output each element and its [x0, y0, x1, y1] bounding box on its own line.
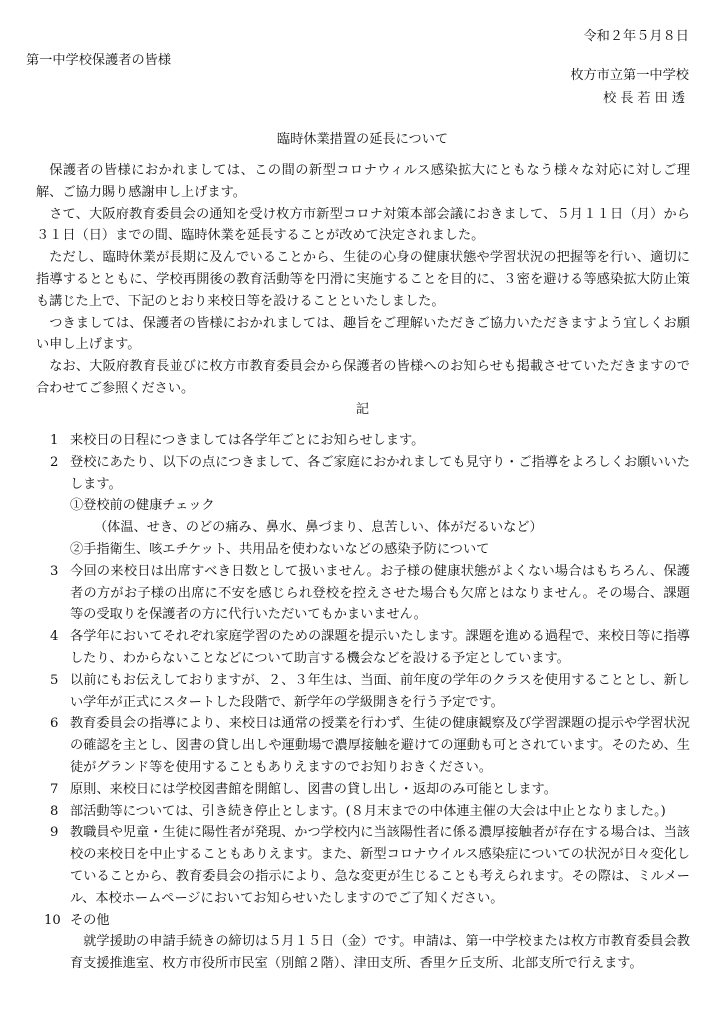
- item-number: 4: [50, 629, 59, 645]
- list-item: [36, 452, 690, 496]
- item-number: 6: [50, 716, 59, 732]
- list-item: [36, 670, 690, 714]
- item-text: 部活動等については、引き続き停止とします。(８月末までの中体連主催の大会は中止となりました。): [70, 803, 666, 819]
- addressee: 第一中学校保護者の皆様: [26, 53, 172, 68]
- item-text: 登校にあたり、以下の点につきまして、各ご家庭におかれましても見守り・ご指導をよろしくお願いいたします。: [70, 454, 690, 492]
- hygiene-item: ②手指衛生、咳エチケット、共用品を使わないなどの感染予防について: [70, 541, 490, 557]
- list-item: [36, 779, 690, 801]
- item-text: 原則、来校日には学校図書館を開館し、図書の貸し出し・返却のみ可能とします。: [70, 781, 557, 797]
- item-number: 1: [50, 433, 59, 448]
- paragraph: ただし、臨時休業が長期に及んでいることから、生徒の心身の健康状態や学習状況の把握等を行い、適切に指導するとともに、学校再開後の教育活動等を円滑に実施することを目的に、３密を避ける等感染拡大防止策も講じた上で、下記のとおり来校日等を設けることといたしました。: [36, 250, 690, 309]
- school-aid-notice: 就学援助の申請手続きの締切は５月１５日（金）です。申請は、第一中学校または枚方市教育委員会教育支援推進室、枚方市役所市民室（別館２階）、津田支所、香里ケ丘支所、北部支所で行えます。: [70, 934, 690, 972]
- list-item: [36, 910, 690, 932]
- sender-principal: 校長若田透: [603, 91, 689, 106]
- paragraph: 保護者の皆様におかれましては、この間の新型コロナウィルス感染拡大にともなう様々な対応に対しご理解、ご協力賜り感謝申し上げます。: [36, 163, 690, 200]
- list-item: [36, 801, 690, 823]
- list-item: [36, 822, 690, 909]
- ki-heading: 記: [355, 402, 370, 417]
- list-item: [36, 713, 690, 778]
- paragraph: なお、大阪府教育長並びに枚方市教育委員会から保護者の皆様へのお知らせも掲載させていただきますので合わせてご参照ください。: [36, 359, 690, 396]
- item-text: 以前にもお伝えしておりますが、２、３年生は、当面、前年度の学年のクラスを使用することとし、新しい学年が正式にスタートした段階で、新学年の学級開きを行う予定です。: [70, 672, 690, 710]
- item-number: 5: [50, 672, 59, 688]
- paragraph: つきましては、保護者の皆様におかれましては、趣旨をご理解いただきご協力いただきますよう宜しくお願い申し上げます。: [36, 315, 690, 353]
- item-number: 8: [50, 803, 59, 819]
- item-text: 各学年においてそれぞれ家庭学習のための課題を提示いたします。課題を進める過程で、来校日等に指導したり、わからないことなどについて助言する機会などを設ける予定としています。: [70, 629, 690, 666]
- health-check-item: ①登校前の健康チェック: [70, 498, 215, 514]
- paragraph: さて、大阪府教育委員会の通知を受け枚方市新型コロナ対策本部会議におきまして、５月１１日（月）から３１日（日）までの間、臨時休業を延長することが改めて決定されました。: [36, 206, 690, 244]
- item-list: [36, 430, 690, 975]
- item-number: 10: [44, 912, 61, 928]
- item-text: 来校日の日程につきましては各学年ごとにお知らせします。: [70, 433, 425, 448]
- item-number: 3: [50, 563, 59, 579]
- list-item: [36, 430, 690, 452]
- item-number: 2: [50, 454, 59, 470]
- document-title: 臨時休業措置の延長について: [276, 132, 449, 147]
- item-text: 今回の来校日は出席すべき日数として扱いません。お子様の健康状態がよくない場合はもちろん、保護者の方がお子様の出席に不安を感じられ登校を控えさせた場合も欠席とはなりません。その場合、課題等の受取りを保護者の方に代行いただいてもかまいません。: [70, 563, 690, 623]
- body-text: [36, 160, 690, 400]
- document-date: 令和２年５月８日: [583, 29, 689, 44]
- list-item: [36, 626, 690, 670]
- list-item: [36, 561, 690, 626]
- item-text: 教育委員会の指導により、来校日は通常の授業を行わず、生徒の健康観察及び学習課題の提示や学習状況の確認を主とし、図書の貸し出しや運動場で濃厚接触を避けての運動も可とされています。そのため、生徒がグランド等を使用することもありえますのでお知りおきください。: [70, 716, 690, 775]
- sender-school: 枚方市立第一中学校: [570, 68, 689, 83]
- item-text: 教職員や児童・生徒に陽性者が発現、かつ学校内に当該陽性者に係る濃厚接触者が存在する場合は、当該校の来校日を中止することもありえます。また、新型コロナウイルス感染症についての状況が日々変化していることから、教育委員会の指示により、急な変更が生じることも考えられます。その際は、ミルメール、本校ホームページにおいてお知らせいたしますのでご了知ください。: [70, 825, 690, 906]
- item-number: 9: [50, 825, 59, 841]
- item-text: その他: [70, 912, 110, 928]
- health-check-detail: （体温、せき、のどの痛み、鼻水、鼻づまり、息苦しい、体がだるいなど）: [94, 520, 543, 536]
- item-number: 7: [50, 781, 59, 797]
